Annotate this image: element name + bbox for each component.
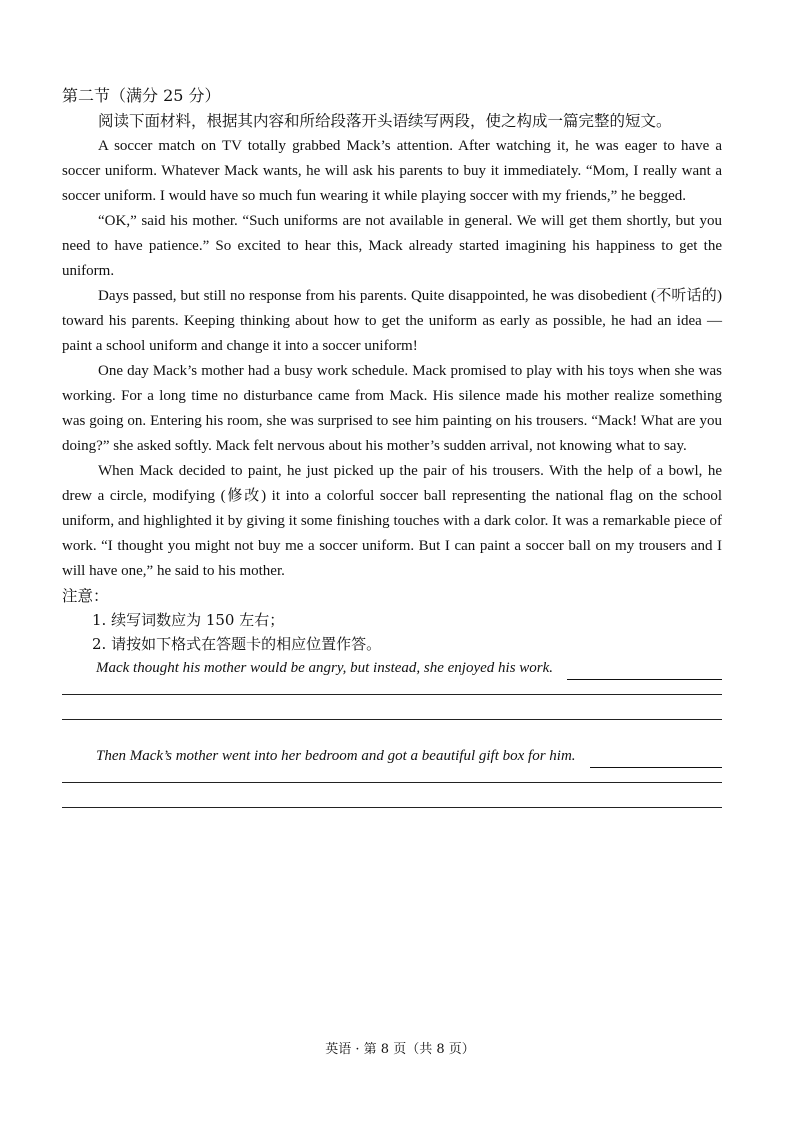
answer-lines-2	[62, 782, 722, 808]
answer-line[interactable]	[62, 782, 722, 783]
section-title: 第二节（满分 25 分）	[62, 86, 221, 105]
paragraph-1-opening-text: Mack thought his mother would be angry, but instead, she enjoyed his work.	[96, 660, 554, 676]
answer-lines-1	[62, 694, 722, 720]
answer-line[interactable]	[62, 807, 722, 808]
paragraph-2-opening-text: Then Mack’s mother went into her bedroom and got a beautiful gift box for him.	[96, 748, 576, 764]
answer-blank-2[interactable]	[590, 749, 722, 768]
passage-paragraph-4: One day Mack’s mother had a busy work schedule. Mack promised to play with his toys when she was working. For a long time no disturbance came from Mack. His silence made his mother realize something was going on. Entering his room, she was surprised to see him painting on his trousers. “Mack! What are you doing?” she asked softly. Mack felt nervous about his mother’s sudden arrival, not knowing what to say.	[62, 363, 722, 454]
paragraph-1-opening	[62, 656, 722, 680]
section-instruction: 阅读下面材料，根据其内容和所给段落开头语续写两段，使之构成一篇完整的短文。	[98, 112, 672, 130]
page-footer: 英语 · 第 8 页（共 8 页）	[325, 1042, 475, 1057]
writing-section	[62, 84, 722, 832]
answer-blank-1[interactable]	[567, 661, 722, 680]
paragraph-2-opening	[62, 744, 722, 768]
passage-paragraph-1: A soccer match on TV totally grabbed Mack’s attention. After watching it, he was eager to have a soccer uniform. Whatever Mack wants, he will ask his parents to buy it immediately. “Mom, I really want a soccer uniform. I would have so much fun wearing it while playing soccer with my friends,” he begged.	[62, 138, 722, 204]
answer-line[interactable]	[62, 719, 722, 720]
note-item-1: 1. 续写词数应为 150 左右；	[92, 611, 285, 629]
passage-paragraph-5: When Mack decided to paint, he just picked up the pair of his trousers. With the help of a bowl, he drew a circle, modifying (修改) it into a colorful soccer ball representing the national flag on the school uniform, and highlighted it by giving it some finishing touches with a dark color. It was a remarkable piece of work. “I thought you might not buy me a soccer uniform. But I can paint a soccer ball on my trousers and I will have one,” he said to his mother.	[62, 463, 722, 579]
notes-title: 注意：	[62, 587, 109, 605]
passage-paragraph-2: “OK,” said his mother. “Such uniforms are not available in general. We will get them shortly, but you need to have patience.” So excited to hear this, Mack already started imagining his happiness to get the uniform.	[62, 213, 722, 279]
answer-line[interactable]	[62, 694, 722, 695]
note-item-2: 2. 请按如下格式在答题卡的相应位置作答。	[92, 635, 382, 653]
passage-paragraph-3: Days passed, but still no response from his parents. Quite disappointed, he was disobedient (不听话的) toward his parents. Keeping thinking about how to get the uniform as early as possible, he had an idea — paint a school uniform and change it into a soccer uniform!	[62, 288, 722, 354]
